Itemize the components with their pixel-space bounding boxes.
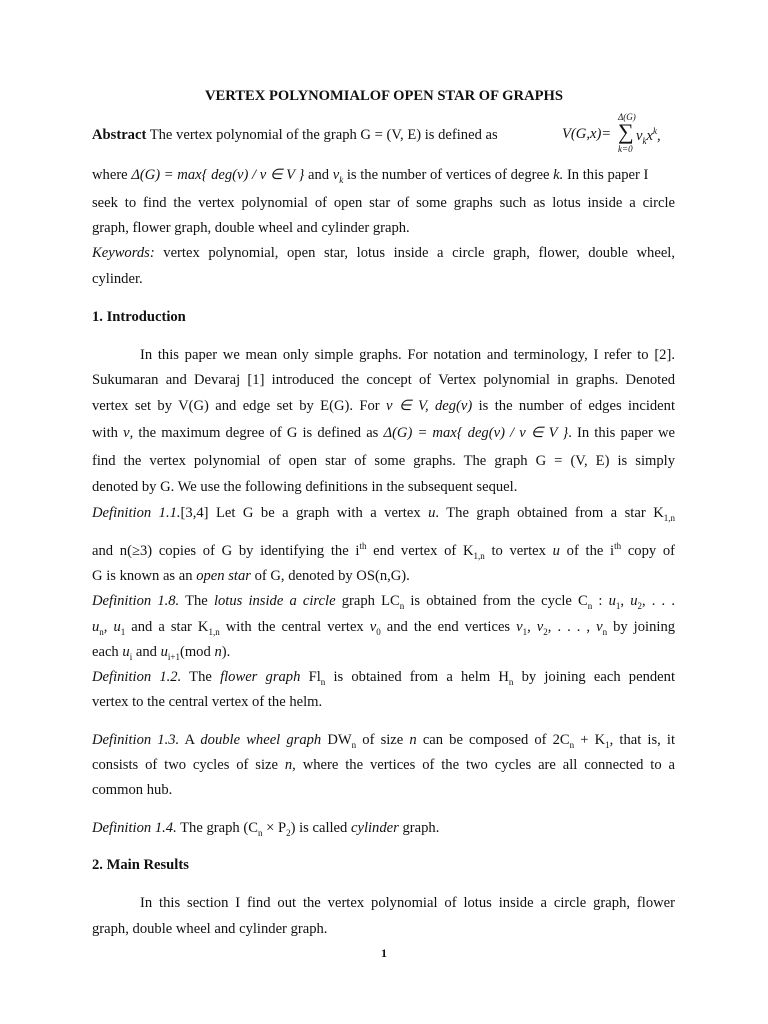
definition-1-3-line-1: Definition 1.3. A double wheel graph $DW_n$ of size n can be composed of $2C_n + K_1$, that is, it: [92, 732, 676, 750]
definition-1-3-line-2: consists of two cycles of size n, where the vertices of the two cycles are all connected to a: [92, 757, 675, 773]
definition-1-3-label: Definition 1.3.: [92, 732, 180, 748]
definition-1-2-line-1: Definition 1.2. The flower graph $Fl_n$ is obtained from a helm $H_n$ by joining each pendent: [92, 669, 675, 687]
definition-1-8-line-1: Definition 1.8. The lotus inside a circle graph $LC_n$ is obtained from the cycle $C_n$ : $u_1$, $u_2$, . . .: [92, 593, 675, 611]
main-results-line-1: In this section I find out the vertex polynomial of lotus inside a circle graph, flower: [140, 895, 675, 911]
definition-1-2-line-2: vertex to the central vertex of the helm.: [92, 694, 323, 710]
definition-1-1-line-3: G is known as an open star of G, denoted by OS(n,G).: [92, 568, 410, 584]
paper-title: VERTEX POLYNOMIALOF OPEN STAR OF GRAPHS: [204, 88, 563, 104]
intro-line-4: with v, the maximum degree of G is defined as Δ(G) = max{ deg(v) / v ∈ V }. In this paper we: [92, 425, 676, 441]
intro-line-1: In this paper we mean only simple graphs. For notation and terminology, I refer to [2].: [140, 347, 675, 363]
intro-line-3: vertex set by V(G) and edge set by E(G). For v ∈ V, deg(v) is the number of edges incident: [92, 398, 675, 414]
intro-line-2: Sukumaran and Devaraj [1] introduced the concept of Vertex polynomial in graphs. Denoted: [92, 372, 675, 388]
definition-1-3-line-3: common hub.: [92, 782, 173, 798]
vertex-polynomial-formula: V(G,x)= Δ(G) ∑ k=0 $v_kx^k$,: [562, 112, 661, 154]
definition-1-1-line-1: Definition 1.1.[3,4] Let G be a graph with a vertex u. The graph obtained from a star $K_{1,n}$: [92, 505, 675, 523]
abstract-line-3: seek to find the vertex polynomial of open star of some graphs such as lotus inside a circle: [92, 195, 675, 211]
keywords-label: Keywords:: [92, 245, 155, 261]
section-heading-main-results: 2. Main Results: [92, 857, 189, 873]
definition-1-2-label: Definition 1.2.: [92, 669, 182, 685]
abstract-line-1: Abstract The vertex polynomial of the graph G = (V, E) is defined as: [92, 127, 498, 143]
definition-1-8-label: Definition 1.8.: [92, 593, 180, 609]
definition-1-8-line-3: each $u_i$ and $u_{i+1}(mod$ n).: [92, 644, 231, 662]
abstract-label: Abstract: [92, 127, 147, 143]
definition-1-1-label: Definition 1.1.: [92, 505, 181, 521]
abstract-line-4: graph, flower graph, double wheel and cylinder graph.: [92, 220, 410, 236]
page-number: 1: [381, 946, 387, 960]
intro-line-6: denoted by G. We use the following definitions in the subsequent sequel.: [92, 479, 518, 495]
definition-1-8-line-2: $u_n$, $u_1$ and a star $K_{1,n}$ with the central vertex $v_0$ and the end vertices $v_1$, $v_2$, . . . , $v_n$ by joining: [92, 619, 676, 637]
definition-1-4-label: Definition 1.4.: [92, 820, 177, 836]
abstract-line-2: where Δ(G) = max{ deg(v) / v ∈ V } and $v_k$ is the number of vertices of degree k. In this paper I: [92, 167, 649, 185]
definition-1-4-line-1: Definition 1.4. The graph $(C_n \times P_2)$ is called cylinder graph.: [92, 820, 440, 838]
main-results-line-2: graph, double wheel and cylinder graph.: [92, 921, 328, 937]
keywords-line-1: Keywords: vertex polynomial, open star, lotus inside a circle graph, flower, double wheel,: [92, 245, 675, 261]
definition-1-1-line-2: and n(≥3) copies of G by identifying the $i^{th}$ end vertex of $K_{1,n}$ to vertex u of the $i^{th}$ copy of: [92, 541, 676, 561]
intro-line-5: find the vertex polynomial of open star of some graphs. The graph G = (V, E) is simply: [92, 453, 675, 469]
section-heading-introduction: 1. Introduction: [92, 309, 186, 325]
keywords-line-2: cylinder.: [92, 271, 143, 287]
